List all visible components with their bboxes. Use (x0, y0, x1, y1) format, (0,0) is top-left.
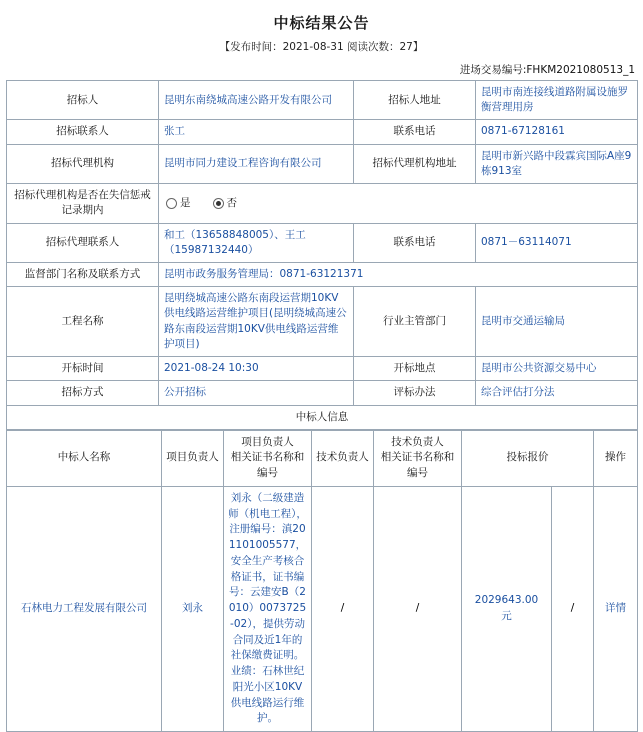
agency-blacklist-label: 招标代理机构是否在失信惩戒记录期内 (7, 184, 159, 223)
radio-option-yes[interactable] (166, 196, 191, 211)
table-row (7, 405, 638, 429)
table-row (7, 223, 638, 262)
industry-authority-value: 昆明市交通运输局 (476, 287, 638, 357)
page-title: 中标结果公告 (273, 14, 370, 32)
project-manager-value: 刘永 (162, 486, 224, 731)
table-row (7, 184, 638, 223)
agency-phone-label: 联系电话 (354, 223, 476, 262)
table-row (7, 120, 638, 144)
bid-method-label: 招标方式 (7, 381, 159, 405)
tenderer-value: 昆明东南绕城高速公路开发有限公司 (159, 81, 354, 120)
tenderer-contact-value: 张工 (159, 120, 354, 144)
agency-label: 招标代理机构 (7, 144, 159, 183)
table-row (7, 262, 638, 286)
table-row (7, 287, 638, 357)
agency-contact-label: 招标代理联系人 (7, 223, 159, 262)
column-winner-name-line1: 中标人名称 (57, 451, 111, 464)
project-name-value: 昆明绕城高速公路东南段运营期10KV供电线路运营维护项目(昆明绕城高速公路东南段运营期10KV供电线路运营维护项目) (159, 287, 354, 357)
column-action (594, 430, 638, 486)
column-bid-price (462, 430, 594, 486)
open-time-label: 开标时间 (7, 357, 159, 381)
tenderer-phone-value: 0871-67128161 (476, 120, 638, 144)
radio-label-yes: 是 (180, 196, 191, 209)
column-project-manager (162, 430, 224, 486)
radio-icon-yes[interactable] (166, 198, 177, 209)
publish-info: 【发布时间：2021-08-31 阅读次数：27】 (219, 41, 424, 53)
radio-label-no: 否 (226, 196, 237, 209)
supervisor-value: 昆明市政务服务管理局：0871-63121371 (159, 262, 638, 286)
evaluation-method-value: 综合评估打分法 (476, 381, 638, 405)
bid-price-unit: 元 (501, 610, 512, 623)
agency-contact-line1: 和工（13658848005）、王工 (164, 228, 306, 241)
action-cell[interactable] (594, 486, 638, 731)
agency-contact-line2: （15987132440） (164, 243, 259, 256)
open-place-value: 昆明市公共资源交易中心 (476, 357, 638, 381)
table-row (7, 381, 638, 405)
tenderer-phone-label: 联系电话 (354, 120, 476, 144)
column-pm-cert-line2: 相关证书名称和编号 (230, 451, 305, 480)
column-project-manager-cert (224, 430, 312, 486)
announcement-info-table (6, 80, 638, 430)
table-row (7, 486, 638, 731)
open-time-value: 2021-08-24 10:30 (159, 357, 354, 381)
column-winner-name (7, 430, 162, 486)
column-pm-cert-line1: 项目负责人 (241, 435, 294, 448)
agency-blacklist-options (159, 184, 638, 223)
table-row (7, 357, 638, 381)
tech-manager-cert-value: / (374, 486, 462, 731)
tech-manager-value: / (312, 486, 374, 731)
winner-name-value: 石林电力工程发展有限公司 (7, 486, 162, 731)
bid-price-extra-value: / (552, 486, 594, 731)
tenderer-contact-label: 招标联系人 (7, 120, 159, 144)
trade-number: 进场交易编号:FHKM2021080513_1 (459, 64, 635, 76)
supervisor-label: 监督部门名称及联系方式 (7, 262, 159, 286)
table-row (7, 144, 638, 183)
bid-price-amount: 2029643.00 (474, 594, 539, 607)
column-bid-price-line1: 投标报价 (506, 451, 549, 464)
column-project-manager-line1: 项目负责人 (166, 451, 219, 464)
industry-authority-label: 行业主管部门 (354, 287, 476, 357)
evaluation-method-label: 评标办法 (354, 381, 476, 405)
tenderer-address-value: 昆明市南连接线道路附属设施罗衡营理用房 (476, 81, 638, 120)
column-tech-cert-line2: 相关证书名称和编号 (380, 451, 455, 480)
agency-value: 昆明市同力建设工程咨询有限公司 (159, 144, 354, 183)
project-name-label: 工程名称 (7, 287, 159, 357)
tenderer-address-label: 招标人地址 (354, 81, 476, 120)
tenderer-label: 招标人 (7, 81, 159, 120)
column-tech-manager (312, 430, 374, 486)
radio-option-no[interactable] (213, 196, 238, 211)
open-place-label: 开标地点 (354, 357, 476, 381)
winner-section-title: 中标人信息 (7, 405, 638, 429)
agency-address-label: 招标代理机构地址 (354, 144, 476, 183)
column-tech-manager-cert (374, 430, 462, 486)
winner-table (6, 430, 638, 732)
table-row (7, 81, 638, 120)
bid-method-value: 公开招标 (159, 381, 354, 405)
agency-contact-value (159, 223, 354, 262)
radio-icon-no[interactable] (213, 198, 224, 209)
bid-price-value (462, 486, 552, 731)
column-tech-manager-line1: 技术负责人 (316, 451, 369, 464)
detail-link[interactable]: 详情 (605, 602, 626, 615)
agency-phone-value: 0871－63114071 (476, 223, 638, 262)
project-manager-cert-value: 刘永（二级建造师（机电工程），注册编号：滇201101005577，安全生产考核合格证书，证书编号：云建安B（2010）0073725-02），提供劳动合同及近1年的社保缴费证明。业绩：石林世纪阳光小区10KV供电线路运行维护。 (224, 486, 312, 731)
column-tech-cert-line1: 技术负责人 (391, 435, 444, 448)
column-action-line1: 操作 (605, 451, 626, 464)
agency-address-value: 昆明市新兴路中段霖宾国际A座9栋913室 (476, 144, 638, 183)
winner-table-header-row (7, 430, 638, 486)
